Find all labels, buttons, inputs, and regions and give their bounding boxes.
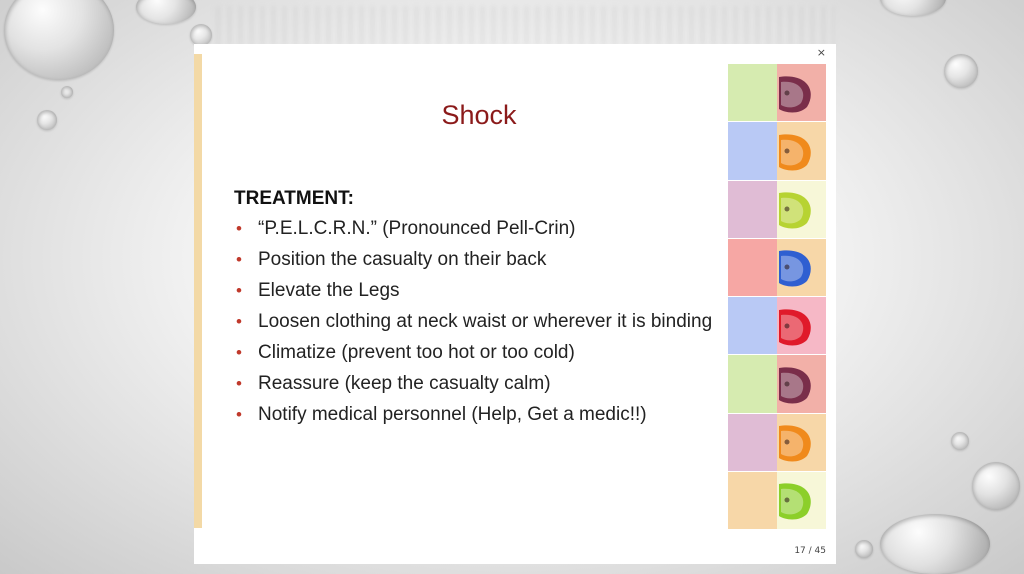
fruit-cell xyxy=(777,122,826,179)
color-swatch xyxy=(728,239,777,296)
background-drop xyxy=(951,432,969,450)
fruit-tile xyxy=(728,239,826,297)
fruit-tile xyxy=(728,414,826,472)
slide-body xyxy=(234,188,714,433)
background-drop xyxy=(972,462,1020,510)
color-swatch xyxy=(728,122,777,179)
apple-icon xyxy=(777,362,815,406)
apple-icon xyxy=(777,71,815,115)
list-item: • Reassure (keep the casualty calm) xyxy=(234,371,714,397)
color-swatch xyxy=(728,355,777,412)
color-swatch xyxy=(728,414,777,471)
color-swatch xyxy=(728,472,777,529)
background-drop xyxy=(880,514,990,574)
background-drop xyxy=(136,0,196,24)
fruit-tile xyxy=(728,297,826,355)
orange-icon xyxy=(777,420,815,464)
background-drop xyxy=(944,54,978,88)
fruit-tile xyxy=(728,181,826,239)
list-item: • Position the casualty on their back xyxy=(234,247,714,273)
slide xyxy=(194,54,836,528)
list-item: • Notify medical personnel (Help, Get a medic!!) xyxy=(234,402,714,428)
slide-accent-bar xyxy=(194,54,202,528)
fruit-cell xyxy=(777,355,826,412)
background-drop xyxy=(855,540,873,558)
orange-icon xyxy=(777,129,815,173)
fruit-cell xyxy=(777,414,826,471)
fruit-cell xyxy=(777,181,826,238)
color-swatch xyxy=(728,181,777,238)
close-icon[interactable]: × xyxy=(816,46,826,59)
fruit-cell xyxy=(777,472,826,529)
list-item: • “P.E.L.C.R.N.” (Pronounced Pell-Crin) xyxy=(234,216,714,242)
blue-apple-icon xyxy=(777,245,815,289)
treatment-list xyxy=(234,216,714,428)
background-drop xyxy=(880,0,946,16)
lime-icon xyxy=(777,187,815,231)
slide-title: Shock xyxy=(441,100,517,130)
list-item: • Loosen clothing at neck waist or wherever it is binding xyxy=(234,309,714,335)
decorative-fruit-column xyxy=(728,64,826,530)
background-drop xyxy=(4,0,114,80)
background-drop xyxy=(37,110,57,130)
fruit-cell xyxy=(777,64,826,121)
slide-viewer xyxy=(194,44,836,564)
fruit-tile xyxy=(728,472,826,530)
red-fruit-icon xyxy=(777,304,815,348)
background-drop xyxy=(61,86,73,98)
list-item: • Climatize (prevent too hot or too cold) xyxy=(234,340,714,366)
fruit-cell xyxy=(777,239,826,296)
color-swatch xyxy=(728,297,777,354)
fruit-tile xyxy=(728,122,826,180)
background-drop xyxy=(190,24,212,46)
fruit-tile xyxy=(728,64,826,122)
fruit-tile xyxy=(728,355,826,413)
list-item: • Elevate the Legs xyxy=(234,278,714,304)
treatment-heading: TREATMENT: xyxy=(234,188,354,209)
page-indicator: 17 / 45 xyxy=(794,546,826,556)
background-text-strip xyxy=(215,6,835,46)
color-swatch xyxy=(728,64,777,121)
lime-icon xyxy=(777,478,815,522)
fruit-cell xyxy=(777,297,826,354)
